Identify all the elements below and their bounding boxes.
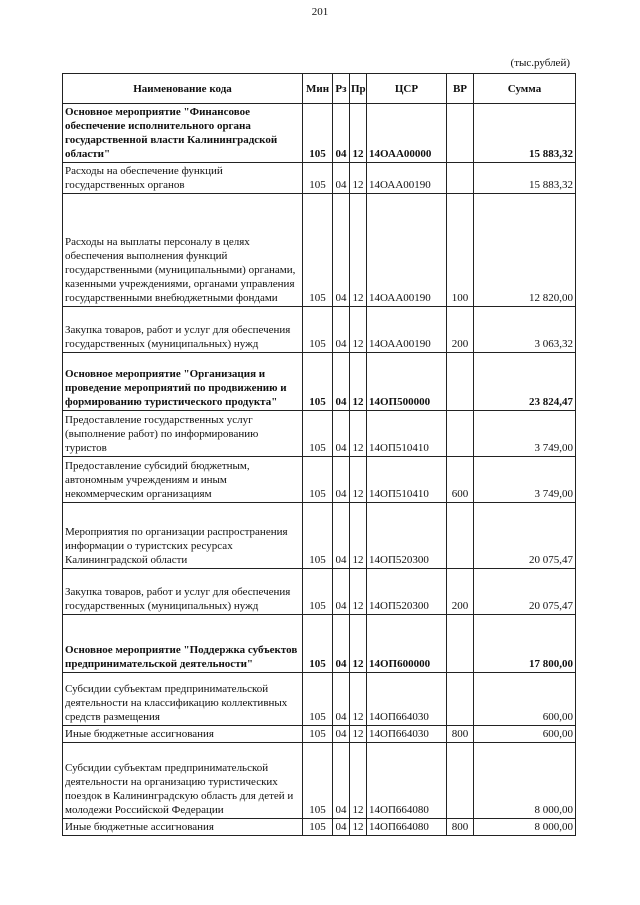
table-row — [63, 104, 576, 163]
table-row — [63, 726, 576, 743]
header-vr: ВР — [447, 74, 474, 104]
row-csr: 14ОП500000 — [367, 353, 447, 411]
row-rz: 04 — [333, 819, 350, 836]
row-csr: 14ОАА00190 — [367, 194, 447, 307]
row-rz: 04 — [333, 411, 350, 457]
table-row — [63, 743, 576, 819]
row-min: 105 — [303, 726, 333, 743]
header-pr: Пр — [350, 74, 367, 104]
row-min: 105 — [303, 163, 333, 194]
row-name: Основное мероприятие "Организация и проведение мероприятий по продвижению и формированию туристического продукта" — [63, 353, 303, 411]
header-sum: Сумма — [474, 74, 576, 104]
row-vr — [447, 163, 474, 194]
row-min: 105 — [303, 194, 333, 307]
row-rz: 04 — [333, 615, 350, 673]
row-pr: 12 — [350, 411, 367, 457]
row-vr — [447, 411, 474, 457]
row-min: 105 — [303, 353, 333, 411]
header-csr: ЦСР — [367, 74, 447, 104]
row-pr: 12 — [350, 503, 367, 569]
header-name: Наименование кода — [63, 74, 303, 104]
row-sum: 3 749,00 — [474, 457, 576, 503]
row-csr: 14ОП520300 — [367, 569, 447, 615]
row-vr: 200 — [447, 307, 474, 353]
row-pr: 12 — [350, 194, 367, 307]
row-csr: 14ОП664030 — [367, 673, 447, 726]
row-csr: 14ОП510410 — [367, 457, 447, 503]
row-min: 105 — [303, 307, 333, 353]
row-vr — [447, 673, 474, 726]
row-min: 105 — [303, 819, 333, 836]
table-row — [63, 503, 576, 569]
row-name: Субсидии субъектам предпринимательской деятельности на организацию туристических поездок в Калининградскую область для детей и молодежи Российской Федерации — [63, 743, 303, 819]
row-csr: 14ОАА00190 — [367, 307, 447, 353]
row-pr: 12 — [350, 104, 367, 163]
table-row — [63, 615, 576, 673]
row-name: Расходы на выплаты персоналу в целях обеспечения выполнения функций государственными (муниципальными) органами, казенными учреждениями, органами управления государственными внебюджетными фондами — [63, 194, 303, 307]
units-label: (тыс.рублей) — [510, 57, 570, 69]
row-name: Основное мероприятие "Финансовое обеспечение исполнительного органа государственной власти Калининградской области" — [63, 104, 303, 163]
row-vr — [447, 743, 474, 819]
row-rz: 04 — [333, 353, 350, 411]
row-pr: 12 — [350, 457, 367, 503]
row-vr: 600 — [447, 457, 474, 503]
row-pr: 12 — [350, 569, 367, 615]
row-min: 105 — [303, 743, 333, 819]
row-min: 105 — [303, 104, 333, 163]
row-sum: 12 820,00 — [474, 194, 576, 307]
row-csr: 14ОП510410 — [367, 411, 447, 457]
row-name: Предоставление субсидий бюджетным, автономным учреждениям и иным некоммерческим организациям — [63, 457, 303, 503]
row-rz: 04 — [333, 726, 350, 743]
row-rz: 04 — [333, 743, 350, 819]
table-row — [63, 819, 576, 836]
row-sum: 8 000,00 — [474, 743, 576, 819]
row-name: Закупка товаров, работ и услуг для обеспечения государственных (муниципальных) нужд — [63, 569, 303, 615]
row-vr: 800 — [447, 726, 474, 743]
row-csr: 14ОП664080 — [367, 743, 447, 819]
row-sum: 3 063,32 — [474, 307, 576, 353]
row-sum: 8 000,00 — [474, 819, 576, 836]
row-rz: 04 — [333, 307, 350, 353]
table-body — [63, 104, 576, 836]
row-sum: 20 075,47 — [474, 569, 576, 615]
header-row — [63, 74, 576, 104]
row-rz: 04 — [333, 194, 350, 307]
row-rz: 04 — [333, 503, 350, 569]
row-name: Иные бюджетные ассигнования — [63, 819, 303, 836]
row-vr — [447, 615, 474, 673]
row-sum: 17 800,00 — [474, 615, 576, 673]
table-row — [63, 411, 576, 457]
row-sum: 20 075,47 — [474, 503, 576, 569]
table-row — [63, 353, 576, 411]
table-row — [63, 307, 576, 353]
row-pr: 12 — [350, 819, 367, 836]
row-name: Закупка товаров, работ и услуг для обеспечения государственных (муниципальных) нужд — [63, 307, 303, 353]
row-vr — [447, 353, 474, 411]
row-rz: 04 — [333, 673, 350, 726]
row-min: 105 — [303, 615, 333, 673]
row-pr: 12 — [350, 615, 367, 673]
row-pr: 12 — [350, 353, 367, 411]
row-min: 105 — [303, 457, 333, 503]
row-csr: 14ОП520300 — [367, 503, 447, 569]
row-min: 105 — [303, 673, 333, 726]
row-name: Мероприятия по организации распространения информации о туристских ресурсах Калининградской области — [63, 503, 303, 569]
table-row — [63, 163, 576, 194]
row-csr: 14ОП600000 — [367, 615, 447, 673]
row-name: Основное мероприятие "Поддержка субъектов предпринимательской деятельности" — [63, 615, 303, 673]
row-csr: 14ОП664080 — [367, 819, 447, 836]
row-vr — [447, 104, 474, 163]
row-sum: 600,00 — [474, 726, 576, 743]
row-min: 105 — [303, 503, 333, 569]
table-row — [63, 673, 576, 726]
header-min: Мин — [303, 74, 333, 104]
row-vr — [447, 503, 474, 569]
row-pr: 12 — [350, 307, 367, 353]
budget-table — [62, 73, 576, 836]
table-row — [63, 457, 576, 503]
row-name: Расходы на обеспечение функций государственных органов — [63, 163, 303, 194]
row-csr: 14ОАА00000 — [367, 104, 447, 163]
page-number: 201 — [311, 6, 329, 18]
row-pr: 12 — [350, 726, 367, 743]
row-name: Иные бюджетные ассигнования — [63, 726, 303, 743]
row-sum: 23 824,47 — [474, 353, 576, 411]
row-vr: 200 — [447, 569, 474, 615]
row-csr: 14ОАА00190 — [367, 163, 447, 194]
row-rz: 04 — [333, 163, 350, 194]
row-rz: 04 — [333, 457, 350, 503]
row-pr: 12 — [350, 163, 367, 194]
row-name: Предоставление государственных услуг (выполнение работ) по информированию туристов — [63, 411, 303, 457]
header-rz: Рз — [333, 74, 350, 104]
table-row — [63, 194, 576, 307]
row-sum: 600,00 — [474, 673, 576, 726]
row-pr: 12 — [350, 743, 367, 819]
row-sum: 15 883,32 — [474, 163, 576, 194]
row-vr: 800 — [447, 819, 474, 836]
row-min: 105 — [303, 411, 333, 457]
row-vr: 100 — [447, 194, 474, 307]
row-min: 105 — [303, 569, 333, 615]
row-csr: 14ОП664030 — [367, 726, 447, 743]
row-sum: 15 883,32 — [474, 104, 576, 163]
row-rz: 04 — [333, 569, 350, 615]
row-sum: 3 749,00 — [474, 411, 576, 457]
row-name: Субсидии субъектам предпринимательской деятельности на классификацию коллективных средств размещения — [63, 673, 303, 726]
row-pr: 12 — [350, 673, 367, 726]
row-rz: 04 — [333, 104, 350, 163]
table-row — [63, 569, 576, 615]
